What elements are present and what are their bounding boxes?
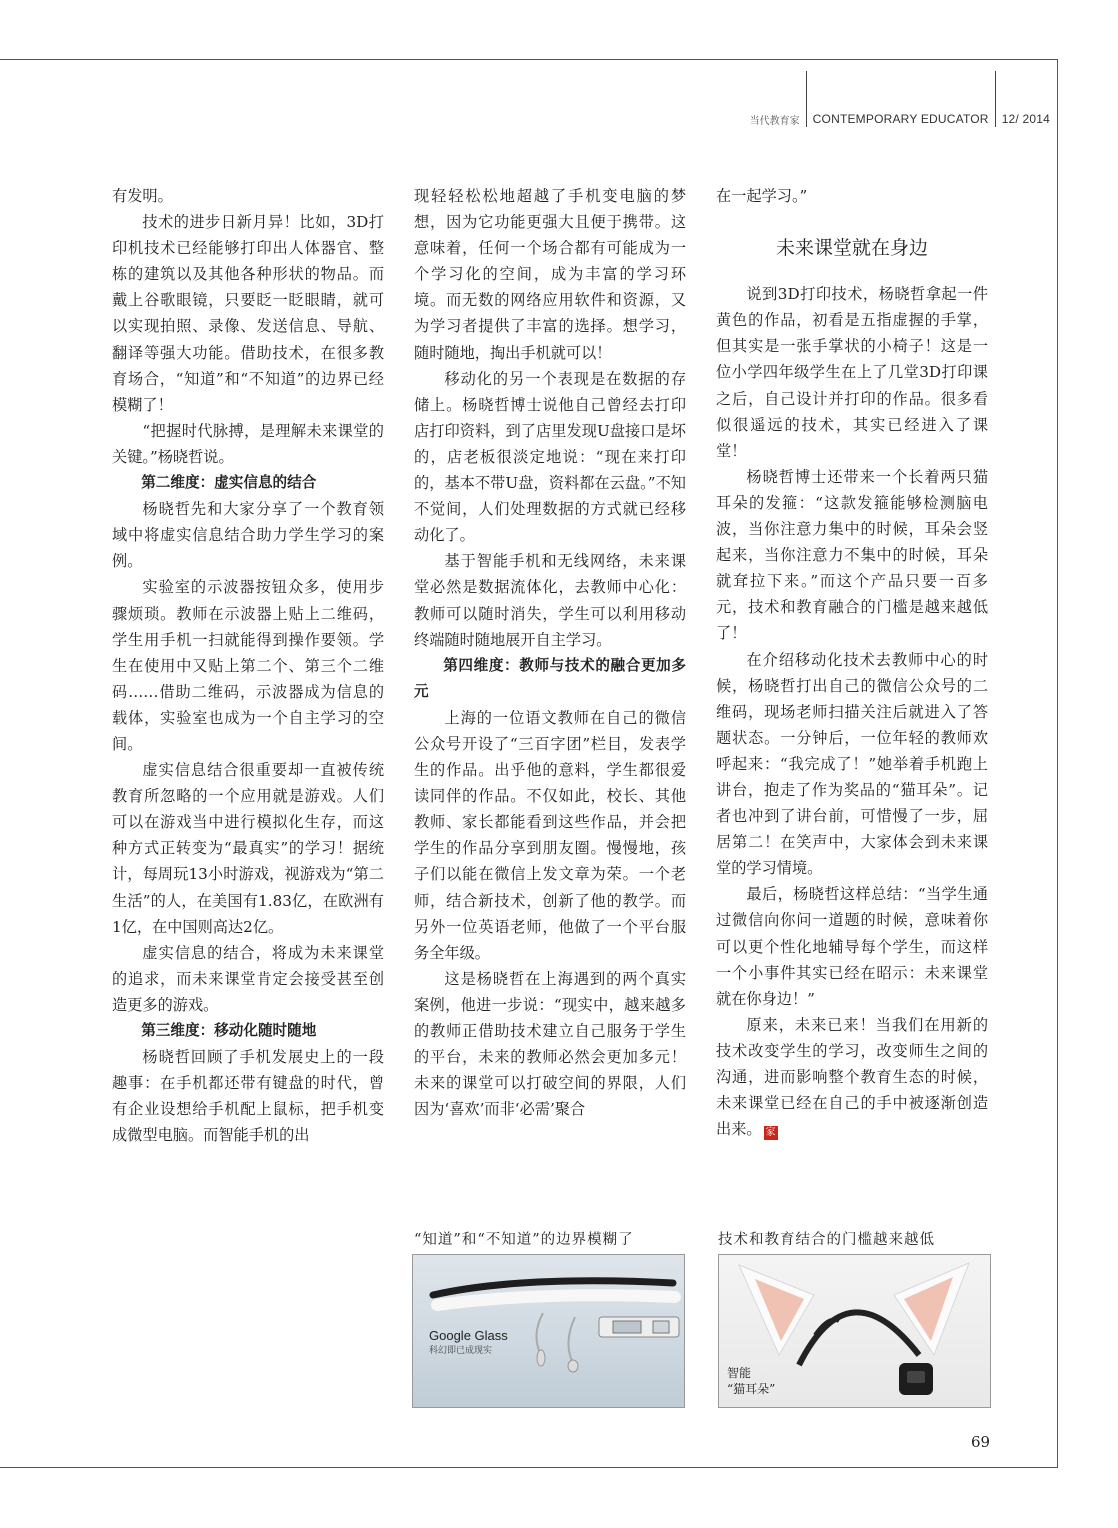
paragraph: 杨晓哲博士还带来一个长着两只猫耳朵的发箍：“这款发箍能够检测脑电波，当你注意力集中的时候，耳朵会竖起来，当你注意力不集中的时候，耳朵就耷拉下来。”而这个产品只要一百多元，技术和教育融合的门槛是越来越低了！ <box>716 467 988 643</box>
google-glass-tagline: 科幻即已成现实 <box>429 1345 493 1355</box>
paragraph: 有发明。 <box>112 187 173 205</box>
paragraph-final <box>716 1012 988 1142</box>
running-header <box>750 91 1050 147</box>
text-column-1 <box>112 183 384 1148</box>
google-glass-label <box>429 1329 508 1357</box>
issue-number: 12/ 2014 <box>1001 112 1050 126</box>
magazine-name-cn: 当代教育家 <box>749 115 800 127</box>
subheading-dimension-3: 第三维度：移动化随时随地 <box>141 1022 317 1039</box>
photo-caption-left: “知道”和“不知道”的边界模糊了 <box>414 1232 634 1248</box>
paragraph: 在介绍移动化技术去教师中心的时候，杨晓哲打出自己的微信公众号的二维码，现场老师扫描关注后就进入了答题状态。一分钟后，一位年轻的教师欢呼起来：“我完成了！”她举着手机跑上讲台，抱走了作为奖品的“猫耳朵”。记者也冲到了讲台前，可惜慢了一步，屈居第二！在笑声中，大家体会到未来课堂的学习情境。 <box>716 650 988 878</box>
cat-ears-label-line2: “猫耳朵” <box>727 1382 776 1396</box>
text-column-2 <box>414 183 686 1122</box>
paragraph: “把握时代脉搏，是理解未来课堂的关键。”杨晓哲说。 <box>112 421 384 466</box>
frame-right-rule <box>1057 59 1058 1468</box>
end-mark-icon: 家 <box>765 1127 776 1139</box>
paragraph-final-text: 原来，未来已来！当我们在用新的技术改变学生的学习，改变师生之间的沟通，进而影响整个教育生态的时候，未来课堂已经在自己的手中被逐渐创造出来。 <box>716 1015 988 1139</box>
paragraph: 上海的一位语文教师在自己的微信公众号开设了“三百字团”栏目，发表学生的作品。出乎他的意料，学生都很爱读同伴的作品。不仅如此，校长、其他教师、家长都能看到这些作品，并会把学生的作品分享到朋友圈。慢慢地，孩子们以能在微信上发文章为荣。一个老师，结合新技术，创新了他的教学。而另外一位英语老师，他做了一个平台服务全年级。 <box>414 708 686 962</box>
paragraph: 基于智能手机和无线网络，未来课堂必然是数据流体化，去教师中心化：教师可以随时消失，学生可以利用移动终端随时随地展开自主学习。 <box>414 552 686 649</box>
paragraph: 虚实信息结合很重要却一直被传统教育所忽略的一个应用就是游戏。人们可以在游戏当中进行模拟化生存，而这种方式正转变为“最真实”的学习！据统计，每周玩13小时游戏，视游戏为“第二生活”的人，在美国有1.83亿，在欧洲有1亿，在中国则高达2亿。 <box>112 761 384 936</box>
cat-ears-label-line1: 智能 <box>727 1366 752 1380</box>
subheading-dimension-4: 第四维度：教师与技术的融合更加多元 <box>414 656 686 700</box>
paragraph: 杨晓哲先和大家分享了一个教育领域中将虚实信息结合助力学生学习的案例。 <box>112 500 384 571</box>
google-glass-brand: Google Glass <box>429 1328 508 1343</box>
header-divider <box>806 71 807 127</box>
cat-ears-photo <box>718 1254 991 1408</box>
paragraph: 技术的进步日新月异！比如，3D打印机技术已经能够打印出人体器官、整栋的建筑以及其他各种形状的物品。而戴上谷歌眼镜，只要眨一眨眼睛，就可以实现拍照、录像、发送信息、导航、翻译等强大功能。借助技术，在很多教育场合，“知道”和“不知道”的边界已经模糊了！ <box>112 213 384 414</box>
paragraph: 杨晓哲回顾了手机发展史上的一段趣事：在手机都还带有键盘的时代，曾有企业设想给手机配上鼠标，把手机变成微型电脑。而智能手机的出 <box>112 1048 384 1145</box>
magazine-name-en: CONTEMPORARY EDUCATOR <box>812 112 989 126</box>
paragraph: 现轻轻松松地超越了手机变电脑的梦想，因为它功能更强大且便于携带。这意味着，任何一个场合都有可能成为一个学习化的空间，成为丰富的学习环境。而无数的网络应用软件和资源，又为学习者提供了丰富的选择。想学习，随时随地，掏出手机就可以！ <box>414 187 686 362</box>
header-divider <box>995 71 996 127</box>
text-column-3 <box>716 183 988 1142</box>
frame-bottom-rule <box>0 1467 1058 1468</box>
page-number: 69 <box>971 1433 991 1451</box>
paragraph: 这是杨晓哲在上海遇到的两个真实案例，他进一步说：“现实中，越来越多的教师正借助技术建立自己服务于学生的平台，未来的教师必然会更加多元！未来的课堂可以打破空间的界限，人们因为‘喜欢’而非‘必需’聚合 <box>414 969 686 1119</box>
photo-caption-right: 技术和教育结合的门槛越来越低 <box>718 1232 935 1248</box>
paragraph: 实验室的示波器按钮众多，使用步骤烦琐。教师在示波器上贴上二维码，学生用手机一扫就能得到操作要领。学生在使用中又贴上第二个、第三个二维码……借助二维码，示波器成为信息的载体，实验室也成为一个自主学习的空间。 <box>112 578 384 753</box>
paragraph: 在一起学习。” <box>716 187 808 205</box>
subheading-dimension-2: 第二维度：虚实信息的结合 <box>141 474 317 492</box>
paragraph: 移动化的另一个表现是在数据的存储上。杨晓哲博士说他自己曾经去打印店打印资料，到了店里发现U盘接口是坏的，店老板很淡定地说：“现在来打印的，基本不带U盘，资料都在云盘。”不知不觉间，人们处理数据的方式就已经移动化了。 <box>414 369 686 545</box>
paragraph: 说到3D打印技术，杨晓哲拿起一件黄色的作品，初看是五指虚握的手掌，但其实是一张手掌状的小椅子！这是一位小学四年级学生在上了几堂3D打印课之后，自己设计并打印的作品。很多看似很遥远的技术，其实已经进入了课堂！ <box>716 285 988 460</box>
paragraph: 虚实信息的结合，将成为未来课堂的追求，而未来课堂肯定会接受甚至创造更多的游戏。 <box>112 943 384 1014</box>
section-title: 未来课堂就在身边 <box>775 237 928 260</box>
cat-ears-label <box>727 1365 775 1397</box>
frame-top-rule <box>0 59 1058 60</box>
google-glass-photo <box>412 1254 685 1408</box>
paragraph: 最后，杨晓哲这样总结：“当学生通过微信向你问一道题的时候，意味着你可以更个性化地辅导每个学生，而这样一个小事件其实已经在昭示：未来课堂就在你身边！” <box>716 885 988 1008</box>
